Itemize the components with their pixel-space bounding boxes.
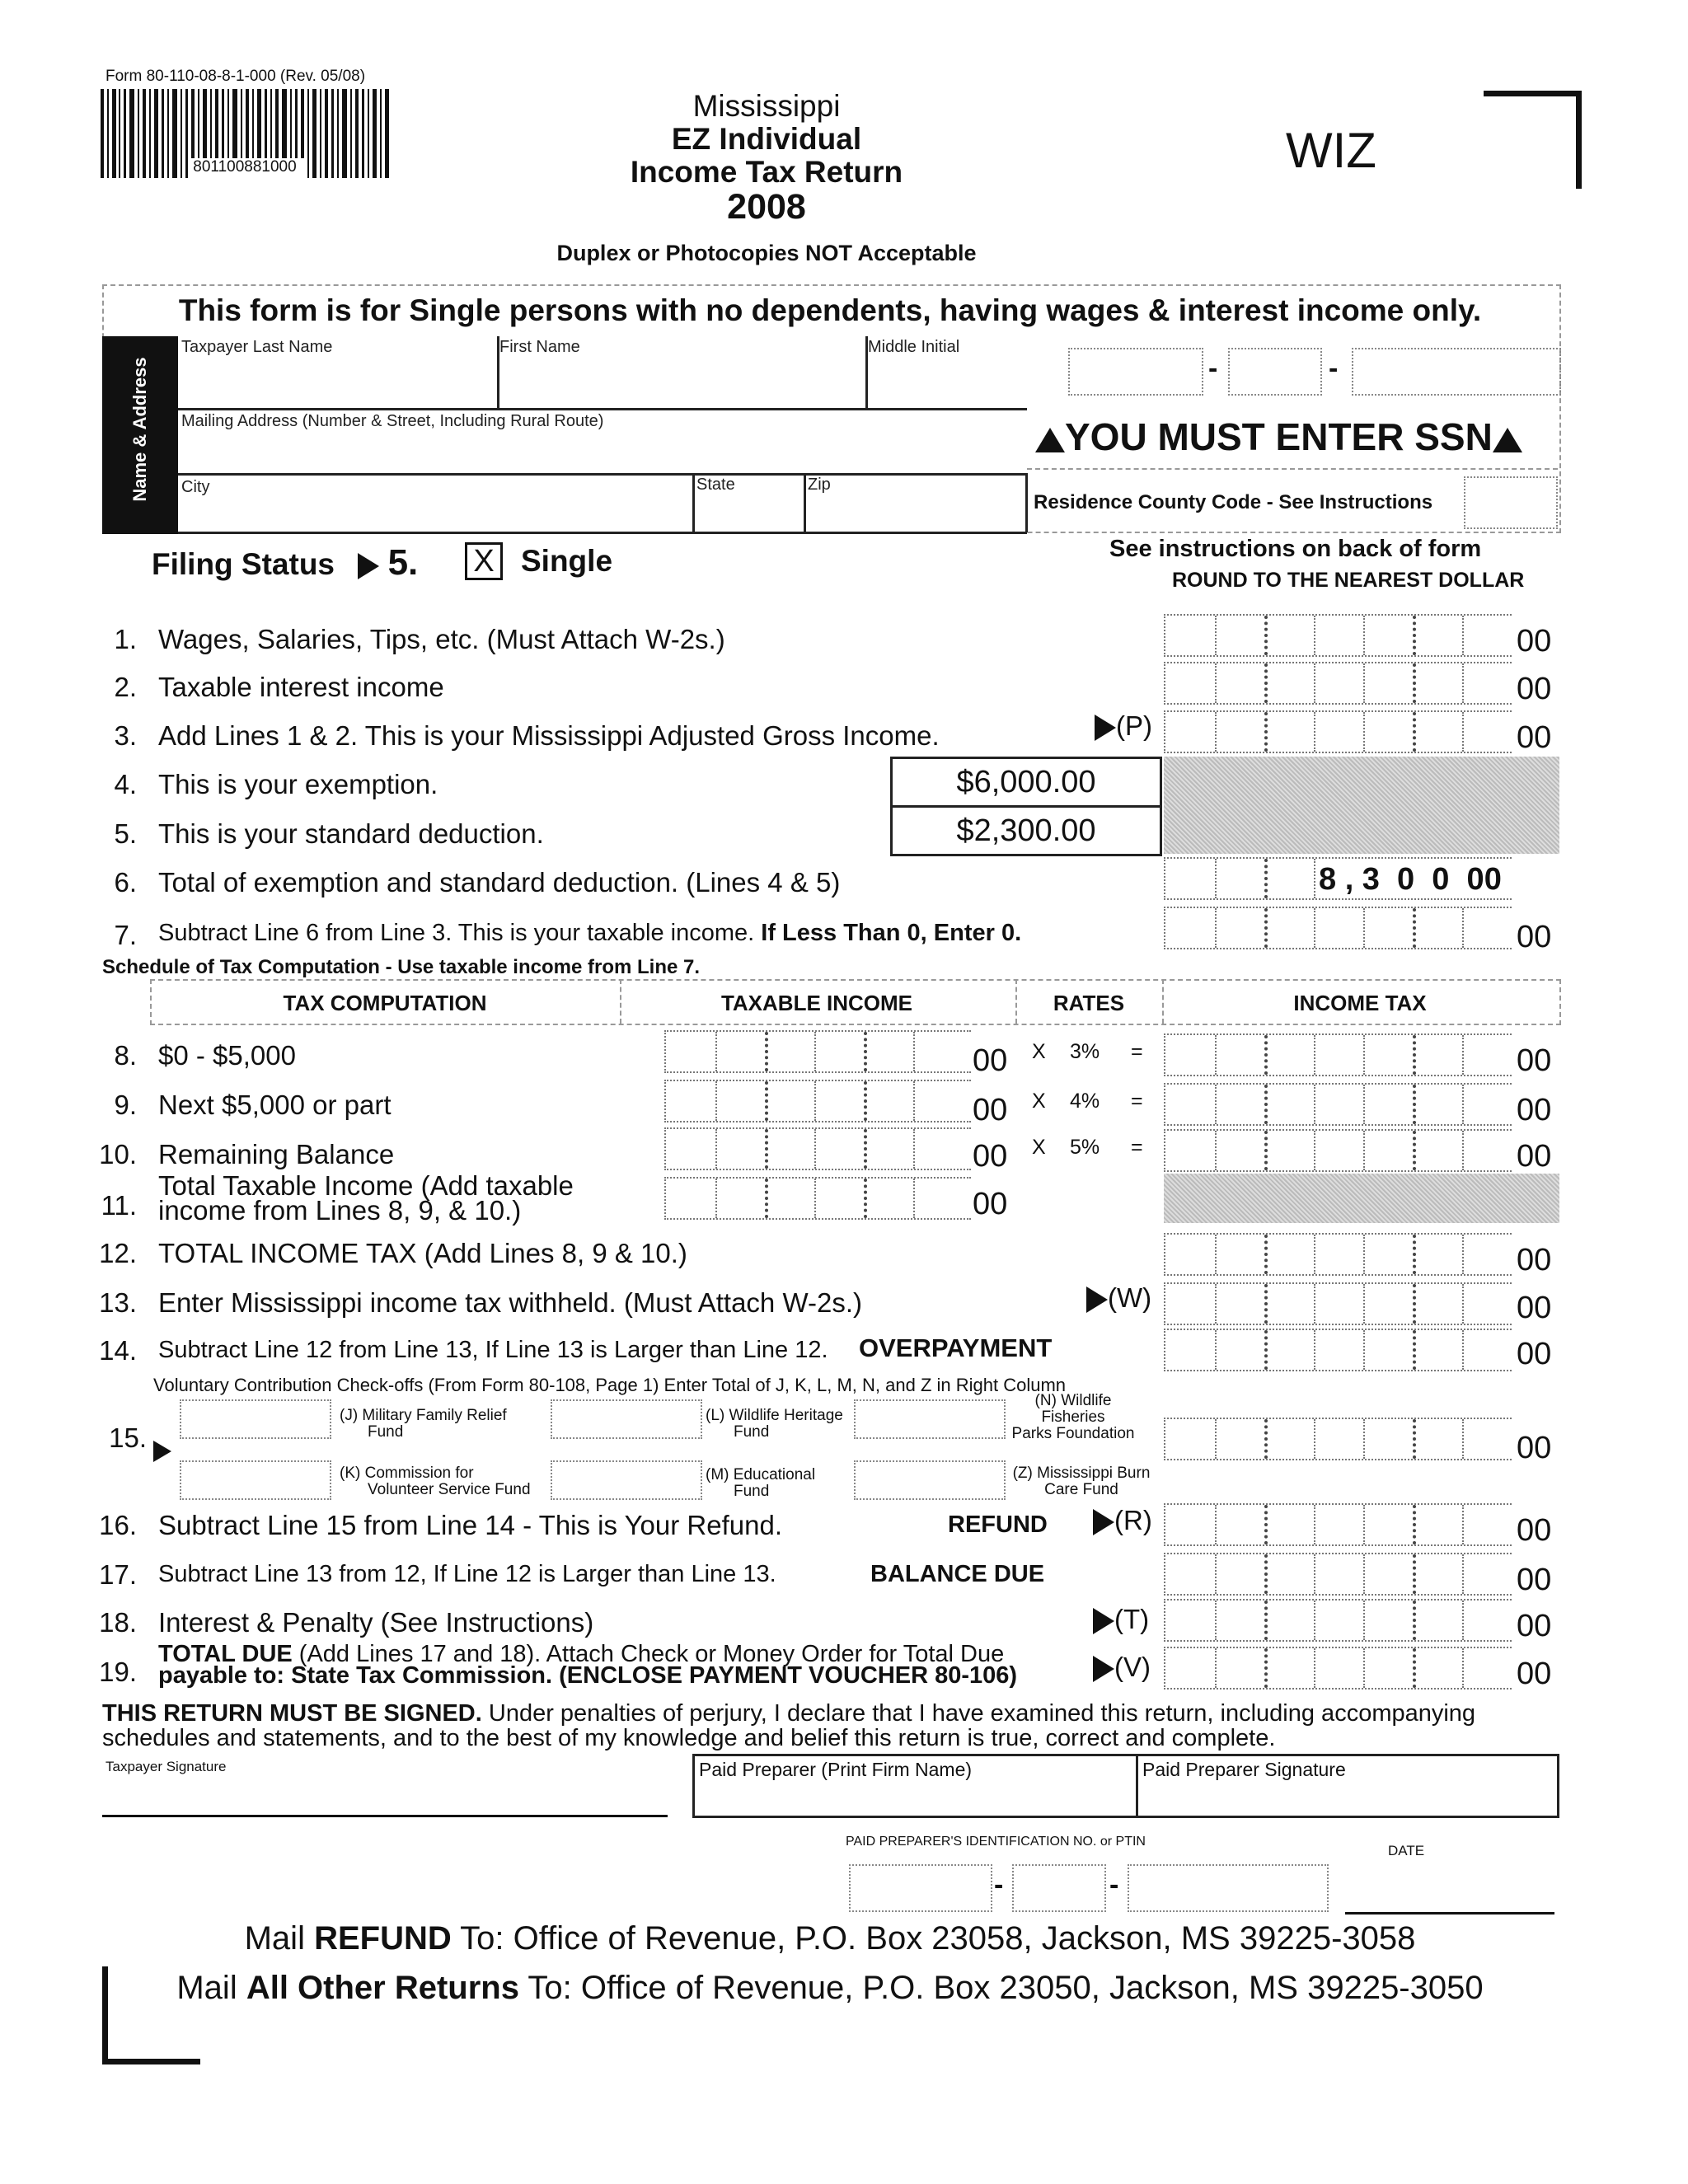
line-16-code: (R)	[1093, 1505, 1152, 1536]
cents: 00	[973, 1093, 1008, 1127]
line-number: 11.	[101, 1190, 137, 1221]
declaration: THIS RETURN MUST BE SIGNED. Under penalties of perjury, I declare that I have examined this return, including accompanying schedules and statements, and to the best of my knowledge and belief this return is true, correct and complete.	[102, 1700, 1476, 1751]
line-number: 14.	[99, 1335, 137, 1366]
cents: 00	[1517, 1609, 1552, 1643]
first-name-label: First Name	[499, 338, 580, 356]
line-12-amount[interactable]	[1164, 1233, 1512, 1276]
arrow-right-icon	[1093, 1509, 1114, 1535]
line-1-label: Wages, Salaries, Tips, etc. (Must Attach W-2s.)	[158, 624, 725, 654]
ptin-part2[interactable]	[1012, 1864, 1106, 1912]
see-instructions: See instructions on back of form	[1109, 536, 1482, 562]
times-sign: X	[1032, 1136, 1046, 1159]
checkoff-header: Voluntary Contribution Check-offs (From Form 80-108, Page 1) Enter Total of J, K, L, M, N, and Z in Right Column	[153, 1375, 1067, 1395]
checkoff-k-field[interactable]	[180, 1460, 331, 1500]
cents: 00	[1517, 1431, 1552, 1465]
cents: 00	[973, 1139, 1008, 1174]
single-label: Single	[521, 544, 613, 578]
line-number: 9.	[114, 1090, 137, 1120]
line-7-label: Subtract Line 6 from Line 3. This is your taxable income. If Less Than 0, Enter 0.	[158, 920, 1022, 946]
cents: 00	[1517, 672, 1552, 706]
arrow-right-icon	[358, 553, 379, 579]
checkoff-z-field[interactable]	[854, 1460, 1006, 1500]
cents: 00	[1517, 1093, 1552, 1127]
checkoff-j-label: (J) Military Family Relief Fund	[340, 1407, 507, 1441]
cents: 00	[1517, 1657, 1552, 1691]
form-code: WIZ	[1286, 123, 1376, 178]
line-number: 1.	[114, 624, 137, 654]
times-sign: X	[1032, 1090, 1046, 1113]
cents: 00	[973, 1187, 1008, 1221]
arrow-right-icon	[1095, 715, 1116, 741]
cents: 00	[973, 1043, 1008, 1078]
title-line1: EZ Individual	[671, 122, 862, 156]
divider	[1136, 1754, 1138, 1816]
cents: 00	[1517, 1139, 1552, 1174]
standard-deduction-value: $2,300.00	[890, 805, 1162, 856]
line-6-label: Total of exemption and standard deduction. (Lines 4 & 5)	[158, 867, 841, 898]
barcode-number: 801100881000	[193, 158, 297, 176]
single-checkbox[interactable]: X	[465, 542, 503, 580]
divider	[1025, 473, 1028, 532]
ssn-area[interactable]	[1068, 348, 1203, 396]
line-13-label: Enter Mississippi income tax withheld. (Must Attach W-2s.)	[158, 1287, 863, 1318]
line-19-code: (V)	[1093, 1652, 1151, 1683]
line-16-label: Subtract Line 15 from Line 14 - This is Your Refund.	[158, 1510, 783, 1540]
refund-tag: REFUND	[948, 1511, 1048, 1538]
cents: 00	[1517, 920, 1552, 954]
line-number: 10.	[99, 1139, 137, 1169]
line-5-label: This is your standard deduction.	[158, 818, 544, 849]
line-11-taxable[interactable]	[664, 1177, 971, 1220]
rate-3: 3%	[1070, 1040, 1100, 1063]
rate-4: 4%	[1070, 1090, 1100, 1113]
ptin-label: PAID PREPARER'S IDENTIFICATION NO. or PTIN	[846, 1835, 1146, 1849]
ssn-serial[interactable]	[1352, 348, 1561, 396]
col-taxable-income: TAXABLE INCOME	[720, 991, 913, 1015]
line-16-amount[interactable]	[1164, 1503, 1512, 1546]
line-1-amount[interactable]	[1164, 614, 1512, 657]
line-17-amount[interactable]	[1164, 1553, 1512, 1596]
mailing-address-field[interactable]	[181, 433, 1022, 470]
ptin-part1[interactable]	[849, 1864, 992, 1912]
arrow-up-icon	[1035, 428, 1065, 452]
line-number: 16.	[99, 1510, 137, 1540]
line-number: 8.	[114, 1040, 137, 1071]
line-number: 5.	[114, 818, 137, 849]
taxpayer-signature-line[interactable]	[102, 1780, 668, 1817]
city-field[interactable]	[181, 494, 688, 529]
line-19-amount[interactable]	[1164, 1647, 1512, 1690]
line-11-label: Total Taxable Income (Add taxable income from Lines 8, 9, & 10.)	[158, 1170, 574, 1226]
line-8-taxable[interactable]	[664, 1030, 971, 1073]
line-4-label: This is your exemption.	[158, 769, 438, 799]
shaded-area	[1164, 1174, 1559, 1223]
line-17-label: Subtract Line 13 from 12, If Line 12 is Larger than Line 13.	[158, 1561, 776, 1587]
checkoff-n-field[interactable]	[854, 1399, 1006, 1439]
line-number: 7.	[114, 920, 137, 950]
ssn-dash: -	[1329, 353, 1339, 384]
checkoff-l-label: (L) Wildlife Heritage Fund	[706, 1407, 843, 1441]
state-label: State	[696, 476, 735, 494]
col-tax-computation: TAX COMPUTATION	[283, 991, 487, 1015]
zip-label: Zip	[808, 476, 831, 494]
equals-sign: =	[1131, 1136, 1143, 1159]
round-note: ROUND TO THE NEAREST DOLLAR	[1172, 569, 1525, 592]
ssn-dash: -	[1208, 353, 1218, 384]
line-14-label: Subtract Line 12 from Line 13, If Line 13 is Larger than Line 12.	[158, 1337, 828, 1363]
line-2-amount[interactable]	[1164, 662, 1512, 705]
overpayment-tag: OVERPAYMENT	[859, 1333, 1053, 1362]
checkoff-n-label: (N) Wildlife Fisheries Parks Foundation	[1011, 1392, 1135, 1442]
line-15-amount[interactable]	[1164, 1418, 1512, 1460]
arrow-up-icon	[1493, 428, 1522, 452]
divider	[178, 532, 1027, 534]
side-label: Name & Address	[129, 357, 150, 502]
ptin-part3[interactable]	[1128, 1864, 1329, 1912]
line-10-label: Remaining Balance	[158, 1139, 395, 1169]
line-18-amount[interactable]	[1164, 1599, 1512, 1642]
line-13-amount[interactable]	[1164, 1282, 1512, 1325]
ptin-dash: -	[1109, 1869, 1119, 1900]
line-2-label: Taxable interest income	[158, 672, 444, 702]
title-line2: Income Tax Return	[630, 155, 903, 189]
line-9-tax[interactable]	[1164, 1083, 1512, 1126]
zip-field[interactable]	[808, 494, 1022, 529]
checkoff-j-field[interactable]	[180, 1399, 331, 1439]
divider	[497, 336, 499, 410]
preparer-signature-field[interactable]	[1142, 1779, 1551, 1810]
last-name-label: Taxpayer Last Name	[181, 338, 333, 356]
arrow-right-icon	[1093, 1608, 1114, 1634]
cents: 00	[1517, 1291, 1552, 1325]
line-12-label: TOTAL INCOME TAX (Add Lines 8, 9 & 10.)	[158, 1238, 687, 1268]
schedule-title: Schedule of Tax Computation - Use taxable income from Line 7.	[102, 956, 701, 978]
arrow-right-icon	[1086, 1286, 1108, 1313]
preparer-signature-label: Paid Preparer Signature	[1142, 1759, 1346, 1780]
checkoff-l-field[interactable]	[551, 1399, 702, 1439]
checkoff-z-label: (Z) Mississippi Burn Care Fund	[1012, 1465, 1151, 1498]
line-7-amount[interactable]	[1164, 907, 1512, 949]
line-8-label: $0 - $5,000	[158, 1040, 296, 1071]
line-number: 15.	[109, 1422, 147, 1453]
cents: 00	[1517, 1513, 1552, 1548]
preparer-firm-field[interactable]	[699, 1779, 1132, 1810]
state-field[interactable]	[696, 494, 799, 529]
divider	[178, 473, 1027, 476]
first-name-field[interactable]	[501, 356, 862, 405]
checkoff-m-field[interactable]	[551, 1460, 702, 1500]
equals-sign: =	[1131, 1090, 1143, 1113]
line-14-amount[interactable]	[1164, 1329, 1512, 1371]
filing-status: Filing Status 5.	[152, 542, 419, 583]
line-8-tax[interactable]	[1164, 1033, 1512, 1076]
county-code-label: Residence County Code - See Instructions	[1034, 491, 1433, 513]
equals-sign: =	[1131, 1040, 1143, 1063]
tax-year: 2008	[727, 187, 806, 227]
arrow-right-icon	[1093, 1656, 1114, 1682]
cents: 00	[1517, 1563, 1552, 1597]
shaded-area	[1164, 757, 1559, 854]
cents: 00	[1517, 1243, 1552, 1277]
col-income-tax: INCOME TAX	[1293, 991, 1427, 1015]
line-number: 18.	[99, 1607, 137, 1638]
line-number: 17.	[99, 1559, 137, 1590]
divider	[804, 473, 806, 532]
last-name-field[interactable]	[181, 356, 495, 405]
line-number: 13.	[99, 1287, 137, 1318]
ssn-notice: YOU MUST ENTER SSN	[1035, 415, 1522, 459]
divider	[692, 473, 695, 532]
taxpayer-signature-label: Taxpayer Signature	[106, 1759, 227, 1774]
date-label: DATE	[1388, 1843, 1425, 1858]
name-address-tab	[102, 336, 178, 534]
line-3-amount[interactable]	[1164, 710, 1512, 753]
line-number: 4.	[114, 769, 137, 799]
line-18-code: (T)	[1093, 1604, 1149, 1635]
divider	[865, 336, 868, 410]
line-3-label: Add Lines 1 & 2. This is your Mississippi Adjusted Gross Income.	[158, 720, 940, 751]
line-number: 12.	[99, 1238, 137, 1268]
city-label: City	[181, 478, 210, 496]
line-13-code: (W)	[1086, 1282, 1151, 1314]
county-code-field[interactable]	[1464, 476, 1558, 529]
ssn-group[interactable]	[1228, 348, 1322, 396]
mail-refund: Mail REFUND To: Office of Revenue, P.O. Box 23058, Jackson, MS 39225-3058	[244, 1920, 1416, 1957]
line-9-taxable[interactable]	[664, 1080, 971, 1122]
line-9-label: Next $5,000 or part	[158, 1090, 392, 1120]
arrow-right-icon	[153, 1441, 171, 1462]
cents: 00	[1517, 1337, 1552, 1371]
corner-mark-bottom	[102, 1966, 200, 2064]
duplex-warning: Duplex or Photocopies NOT Acceptable	[556, 241, 977, 265]
balance-due-tag: BALANCE DUE	[870, 1561, 1045, 1587]
mailing-address-label: Mailing Address (Number & Street, Including Rural Route)	[181, 412, 604, 430]
mail-other: Mail All Other Returns To: Office of Revenue, P.O. Box 23050, Jackson, MS 39225-3050	[176, 1970, 1484, 2006]
exemption-value: $6,000.00	[890, 757, 1162, 808]
divider	[178, 408, 1027, 410]
middle-initial-field[interactable]	[869, 356, 1025, 405]
cents: 00	[1517, 720, 1552, 755]
rate-5: 5%	[1070, 1136, 1100, 1159]
line-10-taxable[interactable]	[664, 1127, 971, 1170]
cents: 00	[1517, 1043, 1552, 1078]
eligibility-banner: This form is for Single persons with no dependents, having wages & interest income only.	[178, 293, 1482, 327]
checkoff-k-label: (K) Commission for Volunteer Service Fund	[340, 1465, 531, 1498]
date-field[interactable]	[1345, 1879, 1554, 1915]
line-number: 6.	[114, 867, 137, 898]
line-10-tax[interactable]	[1164, 1129, 1512, 1172]
state-name: Mississippi	[692, 89, 841, 123]
line-number: 2.	[114, 672, 137, 702]
line-3-code: (P)	[1095, 710, 1152, 742]
line-6-value: 8 , 3 0 0 00	[1319, 862, 1502, 897]
line-number: 19.	[99, 1657, 137, 1687]
corner-mark-top	[1484, 91, 1582, 189]
divider	[1027, 468, 1558, 470]
line-18-label: Interest & Penalty (See Instructions)	[158, 1607, 594, 1638]
checkoff-m-label: (M) Educational Fund	[706, 1466, 816, 1500]
line-number: 3.	[114, 720, 137, 751]
cents: 00	[1517, 624, 1552, 658]
preparer-firm-label: Paid Preparer (Print Firm Name)	[699, 1759, 973, 1780]
line-19-label: TOTAL DUE (Add Lines 17 and 18). Attach Check or Money Order for Total Due payable to: State Tax Commission. (ENCLOSE PAYMENT VOUCHER 80-106)	[158, 1641, 1018, 1689]
times-sign: X	[1032, 1040, 1046, 1063]
col-rates: RATES	[1053, 991, 1125, 1015]
middle-initial-label: Middle Initial	[868, 338, 960, 356]
ptin-dash: -	[994, 1869, 1004, 1900]
form-id: Form 80-110-08-8-1-000 (Rev. 05/08)	[106, 68, 366, 85]
